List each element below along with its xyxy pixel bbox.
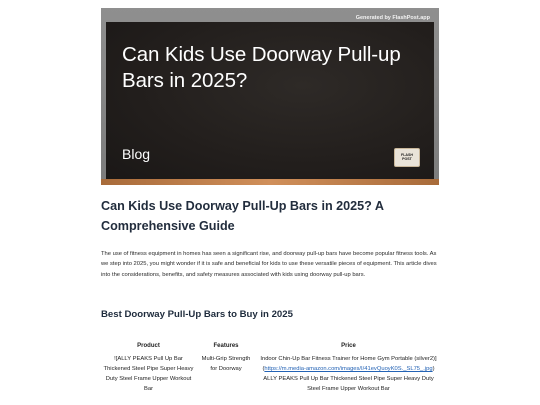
table-header-row	[101, 343, 441, 354]
hero-title: Can Kids Use Doorway Pull-up Bars in 2025?	[122, 43, 401, 93]
table-row	[101, 354, 441, 395]
article-title: Can Kids Use Doorway Pull-Up Bars in 2025? A Comprehensive Guide	[101, 199, 384, 233]
features-text: Multi-Grip Strength for Doorway	[201, 356, 251, 373]
image-link[interactable]: https://m.media-amazon.com/images/I/41evQuoyK0S._SL75_.jpg	[264, 366, 433, 373]
price-cell	[256, 354, 441, 395]
logo-text-1: FLASH	[401, 152, 413, 157]
product-cell	[101, 354, 196, 395]
products-table	[101, 343, 441, 395]
col-header-product: Product	[137, 343, 160, 349]
intro-paragraph: The use of fitness equipment in homes has seen a significant rise, and doorway pull-up bars have become popular fitness tools. As we step into 2025, you might wonder if it is safe and beneficial for kids to use these versatile pieces of equipment. This article dives into the considerations, benefits, and safety measures associated with kids using doorway pull-up bars.	[101, 251, 437, 278]
price-text: Indoor Chin-Up Bar Fitness Trainer for Home Gym Portable (silver2)](	[260, 356, 437, 373]
col-header-price: Price	[341, 343, 356, 349]
price-paren: )	[432, 366, 435, 373]
generator-credit: Generated by FlashPost.app	[355, 15, 430, 21]
product-name: ![ALLY PEAKS Pull Up Bar Thickened Steel Pipe Super Heavy Duty Steel Frame Upper Workout Bar	[103, 356, 194, 393]
features-cell	[196, 354, 256, 395]
hero-tag: Blog	[122, 146, 151, 162]
chalkboard	[106, 22, 434, 181]
section-heading: Best Doorway Pull-Up Bars to Buy in 2025	[101, 309, 293, 320]
logo-text-2: POST	[402, 156, 412, 161]
hero-image	[101, 8, 439, 185]
flashpost-logo	[394, 148, 420, 167]
price-tail-text: ALLY PEAKS Pull Up Bar Thickened Steel Pipe Super Heavy Duty Steel Frame Upper Workout Bar	[263, 376, 434, 393]
col-header-features: Features	[213, 343, 239, 349]
